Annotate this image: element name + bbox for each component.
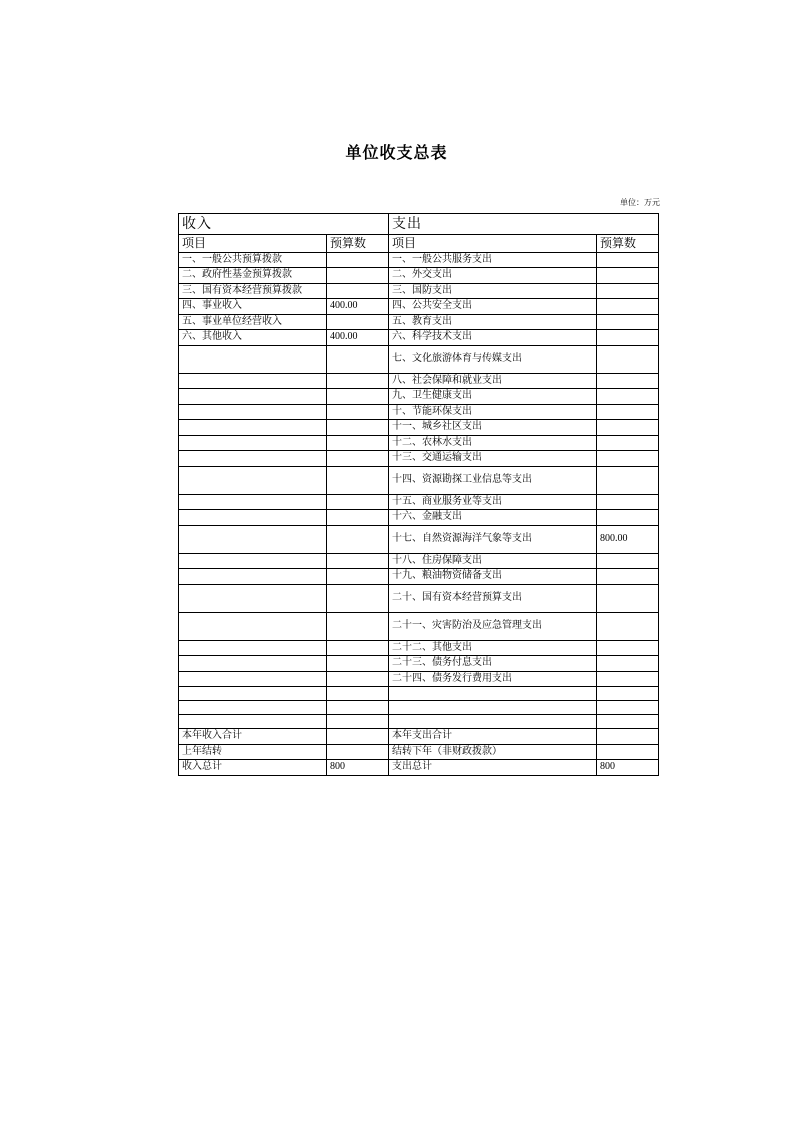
- table-row: [179, 252, 659, 268]
- income-amount-cell: 400.00: [327, 330, 389, 346]
- table-row: [179, 435, 659, 451]
- income-item-cell: [179, 671, 327, 687]
- expenditure-amount-cell: [597, 435, 659, 451]
- expenditure-item-cell: 十二、农林水支出: [389, 435, 597, 451]
- expenditure-item-cell: 四、公共安全支出: [389, 299, 597, 315]
- expenditure-amount-cell: [597, 451, 659, 467]
- expenditure-amount-cell: [597, 715, 659, 729]
- page-title: 单位收支总表: [345, 145, 448, 162]
- income-amount-cell: [327, 584, 389, 612]
- expenditure-item-cell: 二十、国有资本经营预算支出: [389, 584, 597, 612]
- expenditure-amount-cell: [597, 494, 659, 510]
- expenditure-item-cell: 十三、交通运输支出: [389, 451, 597, 467]
- income-amount-cell: [327, 404, 389, 420]
- expenditure-item-cell: 十一、城乡社区支出: [389, 420, 597, 436]
- table-row: [179, 494, 659, 510]
- summary-row: [179, 744, 659, 760]
- income-item-cell: 一、一般公共预算拨款: [179, 252, 327, 268]
- table-row: [179, 404, 659, 420]
- group-header-income: 收入: [179, 214, 389, 235]
- summary-row: [179, 760, 659, 776]
- expenditure-amount-cell: [597, 656, 659, 672]
- income-item-cell: [179, 656, 327, 672]
- table-row: [179, 510, 659, 526]
- expenditure-item-cell: 二十二、其他支出: [389, 640, 597, 656]
- expenditure-amount-cell: [597, 553, 659, 569]
- table-row: [179, 330, 659, 346]
- expenditure-amount-cell: [597, 569, 659, 585]
- expenditure-amount-cell: [597, 640, 659, 656]
- table-row: [179, 584, 659, 612]
- column-header-income-item: 项目: [179, 234, 327, 252]
- expenditure-amount-cell: [597, 404, 659, 420]
- table-row: [179, 420, 659, 436]
- income-amount-cell: [327, 420, 389, 436]
- income-amount-cell: [327, 687, 389, 701]
- budget-table-wrapper: [178, 213, 658, 776]
- income-item-cell: [179, 435, 327, 451]
- summary-income-item-cell: 本年收入合计: [179, 729, 327, 745]
- income-item-cell: [179, 701, 327, 715]
- expenditure-item-cell: 二十三、债务付息支出: [389, 656, 597, 672]
- expenditure-item-cell: 二、外交支出: [389, 268, 597, 284]
- column-header-expenditure-item: 项目: [389, 234, 597, 252]
- expenditure-item-cell: 八、社会保障和就业支出: [389, 373, 597, 389]
- income-item-cell: [179, 612, 327, 640]
- expenditure-amount-cell: [597, 420, 659, 436]
- summary-row: [179, 729, 659, 745]
- income-amount-cell: [327, 268, 389, 284]
- expenditure-item-cell: 二十一、灾害防治及应急管理支出: [389, 612, 597, 640]
- expenditure-item-cell: 五、教育支出: [389, 314, 597, 330]
- expenditure-item-cell: 七、文化旅游体育与传媒支出: [389, 345, 597, 373]
- table-row: [179, 671, 659, 687]
- income-amount-cell: [327, 435, 389, 451]
- income-amount-cell: [327, 466, 389, 494]
- income-item-cell: [179, 510, 327, 526]
- table-row: [179, 466, 659, 494]
- income-amount-cell: [327, 345, 389, 373]
- table-row: [179, 701, 659, 715]
- income-item-cell: [179, 420, 327, 436]
- table-row: [179, 345, 659, 373]
- expenditure-amount-cell: [597, 466, 659, 494]
- expenditure-item-cell: 十七、自然资源海洋气象等支出: [389, 525, 597, 553]
- summary-income-amount-cell: [327, 744, 389, 760]
- summary-expenditure-item-cell: 结转下年（非财政拨款）: [389, 744, 597, 760]
- income-item-cell: [179, 389, 327, 405]
- table-row: [179, 525, 659, 553]
- income-item-cell: [179, 373, 327, 389]
- table-row: [179, 373, 659, 389]
- unit-note: 单位：万元: [620, 198, 660, 207]
- expenditure-amount-cell: 800.00: [597, 525, 659, 553]
- income-amount-cell: [327, 389, 389, 405]
- expenditure-item-cell: 三、国防支出: [389, 283, 597, 299]
- income-amount-cell: [327, 715, 389, 729]
- expenditure-item-cell: 十九、粮油物资储备支出: [389, 569, 597, 585]
- table-row: [179, 715, 659, 729]
- table-row: [179, 687, 659, 701]
- income-amount-cell: [327, 252, 389, 268]
- table-row: [179, 569, 659, 585]
- expenditure-item-cell: 十、节能环保支出: [389, 404, 597, 420]
- expenditure-amount-cell: [597, 584, 659, 612]
- income-item-cell: 四、事业收入: [179, 299, 327, 315]
- expenditure-amount-cell: [597, 268, 659, 284]
- expenditure-item-cell: [389, 687, 597, 701]
- summary-income-amount-cell: 800: [327, 760, 389, 776]
- unit-revenue-expenditure-table: [178, 213, 659, 776]
- income-amount-cell: [327, 671, 389, 687]
- income-item-cell: [179, 715, 327, 729]
- column-header-income-amount: 预算数: [327, 234, 389, 252]
- income-item-cell: 二、政府性基金预算拨款: [179, 268, 327, 284]
- expenditure-item-cell: 十五、商业服务业等支出: [389, 494, 597, 510]
- income-item-cell: [179, 553, 327, 569]
- expenditure-amount-cell: [597, 701, 659, 715]
- income-amount-cell: [327, 525, 389, 553]
- income-item-cell: [179, 584, 327, 612]
- expenditure-item-cell: [389, 715, 597, 729]
- income-item-cell: [179, 525, 327, 553]
- expenditure-amount-cell: [597, 252, 659, 268]
- expenditure-item-cell: 六、科学技术支出: [389, 330, 597, 346]
- table-row: [179, 389, 659, 405]
- income-amount-cell: [327, 656, 389, 672]
- income-amount-cell: 400.00: [327, 299, 389, 315]
- expenditure-amount-cell: [597, 283, 659, 299]
- income-item-cell: [179, 345, 327, 373]
- expenditure-amount-cell: [597, 299, 659, 315]
- table-row: [179, 299, 659, 315]
- summary-income-amount-cell: [327, 729, 389, 745]
- income-item-cell: 三、国有资本经营预算拨款: [179, 283, 327, 299]
- column-header-expenditure-amount: 预算数: [597, 234, 659, 252]
- summary-expenditure-amount-cell: 800: [597, 760, 659, 776]
- expenditure-amount-cell: [597, 330, 659, 346]
- income-amount-cell: [327, 451, 389, 467]
- expenditure-item-cell: [389, 701, 597, 715]
- expenditure-item-cell: 九、卫生健康支出: [389, 389, 597, 405]
- table-row: [179, 612, 659, 640]
- table-row: [179, 314, 659, 330]
- income-item-cell: [179, 494, 327, 510]
- table-row: [179, 656, 659, 672]
- expenditure-amount-cell: [597, 373, 659, 389]
- expenditure-item-cell: 十四、资源勘探工业信息等支出: [389, 466, 597, 494]
- income-amount-cell: [327, 612, 389, 640]
- expenditure-amount-cell: [597, 671, 659, 687]
- summary-expenditure-item-cell: 支出总计: [389, 760, 597, 776]
- summary-income-item-cell: 上年结转: [179, 744, 327, 760]
- income-item-cell: 五、事业单位经营收入: [179, 314, 327, 330]
- table-row: [179, 268, 659, 284]
- expenditure-amount-cell: [597, 612, 659, 640]
- expenditure-amount-cell: [597, 314, 659, 330]
- income-amount-cell: [327, 373, 389, 389]
- income-amount-cell: [327, 569, 389, 585]
- income-item-cell: [179, 466, 327, 494]
- column-header-row: [179, 234, 659, 252]
- income-item-cell: [179, 404, 327, 420]
- income-item-cell: [179, 569, 327, 585]
- summary-expenditure-amount-cell: [597, 744, 659, 760]
- income-amount-cell: [327, 494, 389, 510]
- expenditure-item-cell: 二十四、债务发行费用支出: [389, 671, 597, 687]
- income-amount-cell: [327, 701, 389, 715]
- expenditure-amount-cell: [597, 687, 659, 701]
- group-header-expenditure: 支出: [389, 214, 659, 235]
- expenditure-amount-cell: [597, 389, 659, 405]
- income-item-cell: [179, 687, 327, 701]
- income-item-cell: [179, 640, 327, 656]
- income-item-cell: 六、其他收入: [179, 330, 327, 346]
- summary-expenditure-amount-cell: [597, 729, 659, 745]
- income-amount-cell: [327, 314, 389, 330]
- income-amount-cell: [327, 553, 389, 569]
- expenditure-item-cell: 一、一般公共服务支出: [389, 252, 597, 268]
- group-header-row: [179, 214, 659, 235]
- table-row: [179, 553, 659, 569]
- table-row: [179, 640, 659, 656]
- expenditure-amount-cell: [597, 345, 659, 373]
- summary-income-item-cell: 收入总计: [179, 760, 327, 776]
- table-row: [179, 283, 659, 299]
- expenditure-amount-cell: [597, 510, 659, 526]
- table-row: [179, 451, 659, 467]
- income-amount-cell: [327, 510, 389, 526]
- expenditure-item-cell: 十八、住房保障支出: [389, 553, 597, 569]
- summary-expenditure-item-cell: 本年支出合计: [389, 729, 597, 745]
- income-amount-cell: [327, 640, 389, 656]
- expenditure-item-cell: 十六、金融支出: [389, 510, 597, 526]
- income-amount-cell: [327, 283, 389, 299]
- income-item-cell: [179, 451, 327, 467]
